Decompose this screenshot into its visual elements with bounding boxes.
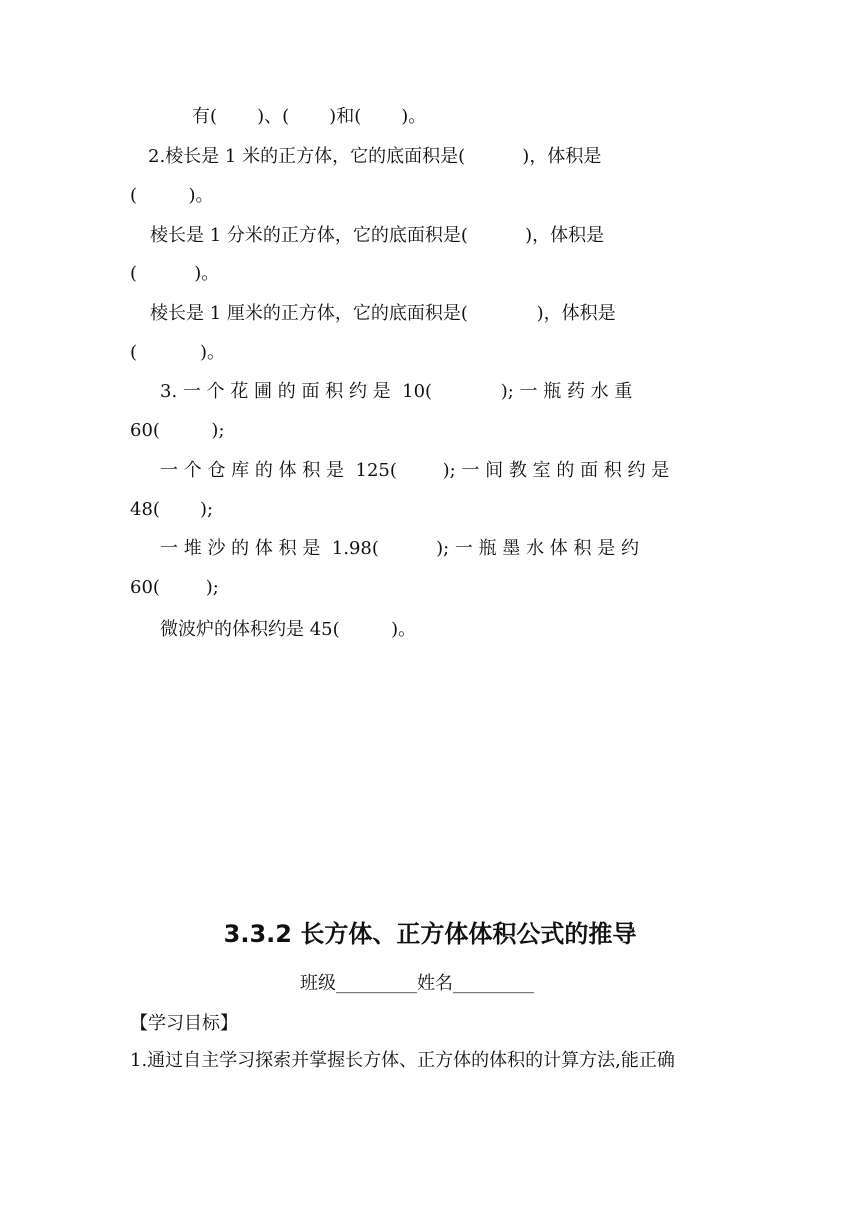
exercise-line: ( )。	[130, 342, 225, 363]
exercise-line: 棱长是 1 厘米的正方体，它的底面积是( )，体积是	[150, 303, 616, 324]
exercise-line: 60( );	[130, 577, 219, 598]
exercise-line: ( )。	[130, 185, 214, 206]
exercise-line: 3. 一 个 花 圃 的 面 积 约 是 10( ); 一 瓶 药 水 重	[160, 381, 633, 402]
exercise-line: 微波炉的体积约是 45( )。	[160, 619, 417, 640]
goal-text: 1.通过自主学习探索并掌握长方体、正方体的体积的计算方法,能正确	[130, 1050, 675, 1071]
lesson-title: 3.3.2 长方体、正方体体积公式的推导	[223, 920, 637, 948]
exercise-line: 有( )、( )和( )。	[192, 106, 427, 127]
exercise-line: 60( );	[130, 420, 225, 441]
class-name-line: 班级_________姓名_________	[300, 973, 534, 994]
exercise-line: 一 堆 沙 的 体 积 是 1.98( ); 一 瓶 墨 水 体 积 是 约	[160, 538, 639, 559]
exercise-line: 48( );	[130, 499, 214, 520]
exercise-line: 一 个 仓 库 的 体 积 是 125( ); 一 间 教 室 的 面 积 约 是	[160, 460, 670, 481]
exercise-line: 棱长是 1 分米的正方体，它的底面积是( )，体积是	[150, 225, 605, 246]
exercise-line: 2.棱长是 1 米的正方体，它的底面积是( )，体积是	[148, 146, 602, 167]
section-heading: 【学习目标】	[130, 1013, 238, 1034]
exercise-line: ( )。	[130, 263, 220, 284]
